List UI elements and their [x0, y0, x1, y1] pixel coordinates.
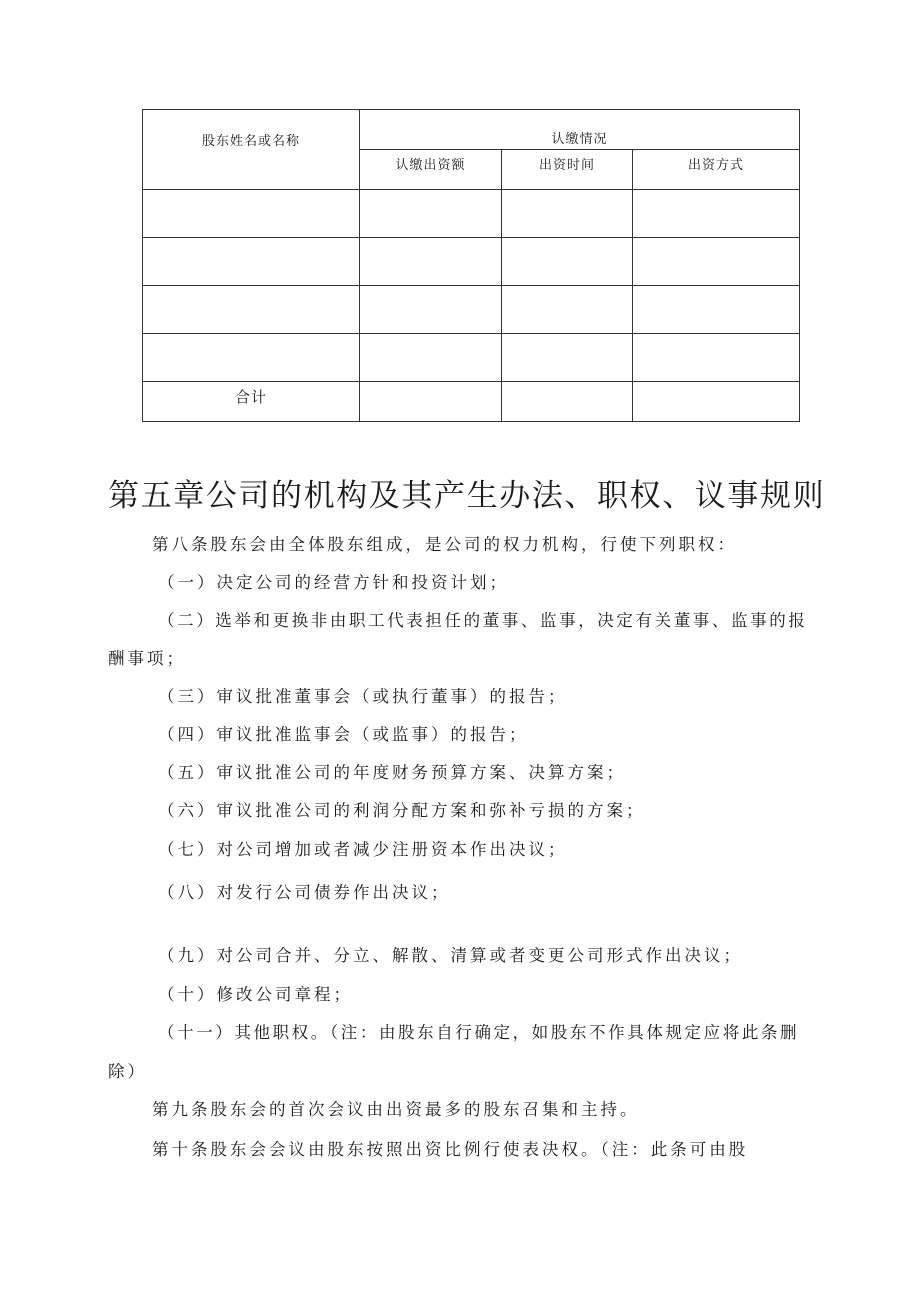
table-cell: [360, 190, 502, 238]
table-cell: [633, 382, 800, 422]
article-10: 第十条股东会会议由股东按照出资比例行使表决权。（注：此条可由股: [152, 1140, 749, 1159]
article-8-item-2: （二）选举和更换非由职工代表担任的董事、监事，决定有关董事、监事的报: [158, 611, 808, 630]
header-contribution-method: 出资方式: [633, 150, 800, 190]
table-cell: [502, 238, 633, 286]
table-cell: [502, 382, 633, 422]
article-8-item-9: （九）对公司合并、分立、解散、清算或者变更公司形式作出决议；: [158, 946, 743, 965]
table-cell: [360, 382, 502, 422]
table-row: [143, 286, 800, 334]
table-cell: [143, 334, 360, 382]
article-8-item-11: （十一）其他职权。（注：由股东自行确定，如股东不作具体规定应将此条删: [158, 1023, 800, 1042]
article-8-item-10: （十）修改公司章程；: [158, 985, 353, 1004]
article-8-item-4: （四）审议批准监事会（或监事）的报告；: [158, 725, 529, 744]
table-cell: [143, 238, 360, 286]
table-cell: [360, 286, 502, 334]
table-cell: [143, 190, 360, 238]
table-cell: [633, 286, 800, 334]
header-subscribed-amount: 认缴出资额: [360, 150, 502, 190]
table-cell: [633, 334, 800, 382]
table-cell: [502, 334, 633, 382]
article-8-item-7: （七）对公司增加或者减少注册资本作出决议；: [158, 840, 568, 859]
article-8-item-3: （三）审议批准董事会（或执行董事）的报告；: [158, 687, 568, 706]
table-cell: [360, 238, 502, 286]
header-contribution-time: 出资时间: [502, 150, 633, 190]
table-cell: [633, 190, 800, 238]
article-8-item-2-continued: 酬事项；: [108, 649, 186, 668]
table-cell: [360, 334, 502, 382]
total-row: [143, 382, 800, 422]
article-8-item-8: （八）对发行公司债券作出决议；: [158, 883, 451, 902]
total-label: 合计: [143, 382, 360, 422]
article-8-intro: 第八条股东会由全体股东组成，是公司的权力机构，行使下列职权：: [152, 535, 737, 554]
table-row: [143, 190, 800, 238]
table-row: [143, 238, 800, 286]
article-8-item-6: （六）审议批准公司的利润分配方案和弥补亏损的方案；: [158, 801, 646, 820]
article-8-item-1: （一）决定公司的经营方针和投资计划；: [158, 573, 509, 592]
article-8-item-5: （五）审议批准公司的年度财务预算方案、决算方案；: [158, 763, 626, 782]
article-9: 第九条股东会的首次会议由出资最多的股东召集和主持。: [152, 1100, 640, 1119]
article-8-item-11-continued: 除）: [108, 1062, 147, 1081]
capital-subscription-table: [142, 109, 800, 422]
table-cell: [502, 190, 633, 238]
table-cell: [502, 286, 633, 334]
chapter-title: 第五章公司的机构及其产生办法、职权、议事规则: [108, 478, 826, 514]
table-cell: [633, 238, 800, 286]
header-shareholder-name: 股东姓名或名称: [143, 110, 360, 190]
table-cell: [143, 286, 360, 334]
table-row: [143, 334, 800, 382]
header-subscription-group: 认缴情况: [360, 110, 800, 150]
